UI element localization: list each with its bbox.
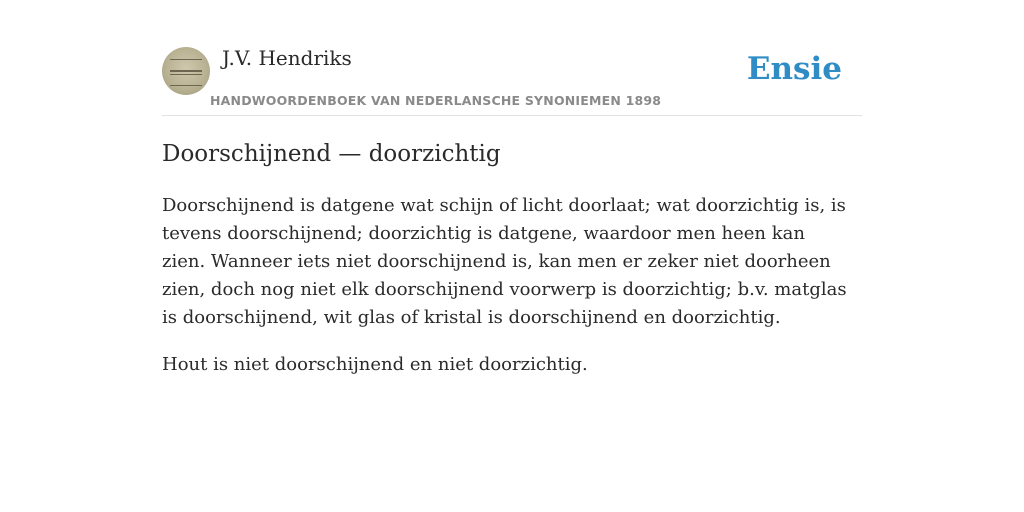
header xyxy=(162,0,862,116)
author-name[interactable]: J.V. Hendriks xyxy=(222,46,352,70)
source-title[interactable]: HANDWOORDENBOEK VAN NEDERLANSCHE SYNONIEMEN 1898 xyxy=(210,93,662,108)
entry-body xyxy=(162,192,852,398)
book-cover-avatar[interactable] xyxy=(162,47,210,95)
brand-logo[interactable]: Ensie xyxy=(746,51,842,87)
page xyxy=(162,0,862,375)
entry-paragraph: Doorschijnend is datgene wat schijn of licht doorlaat; wat doorzichtig is, is tevens doorschijnend; doorzichtig is datgene, waardoor men heen kan zien. Wanneer iets niet doorschijnend is, kan men er zeker niet doorheen zien, doch nog niet elk doorschijnend voorwerp is doorzichtig; b.v. matglas is doorschijnend, wit glas of kristal is doorschijnend en doorzichtig. xyxy=(162,195,847,328)
entry-paragraph: Hout is niet doorschijnend en niet doorzichtig. xyxy=(162,354,588,375)
entry-title: Doorschijnend — doorzichtig xyxy=(162,141,501,167)
